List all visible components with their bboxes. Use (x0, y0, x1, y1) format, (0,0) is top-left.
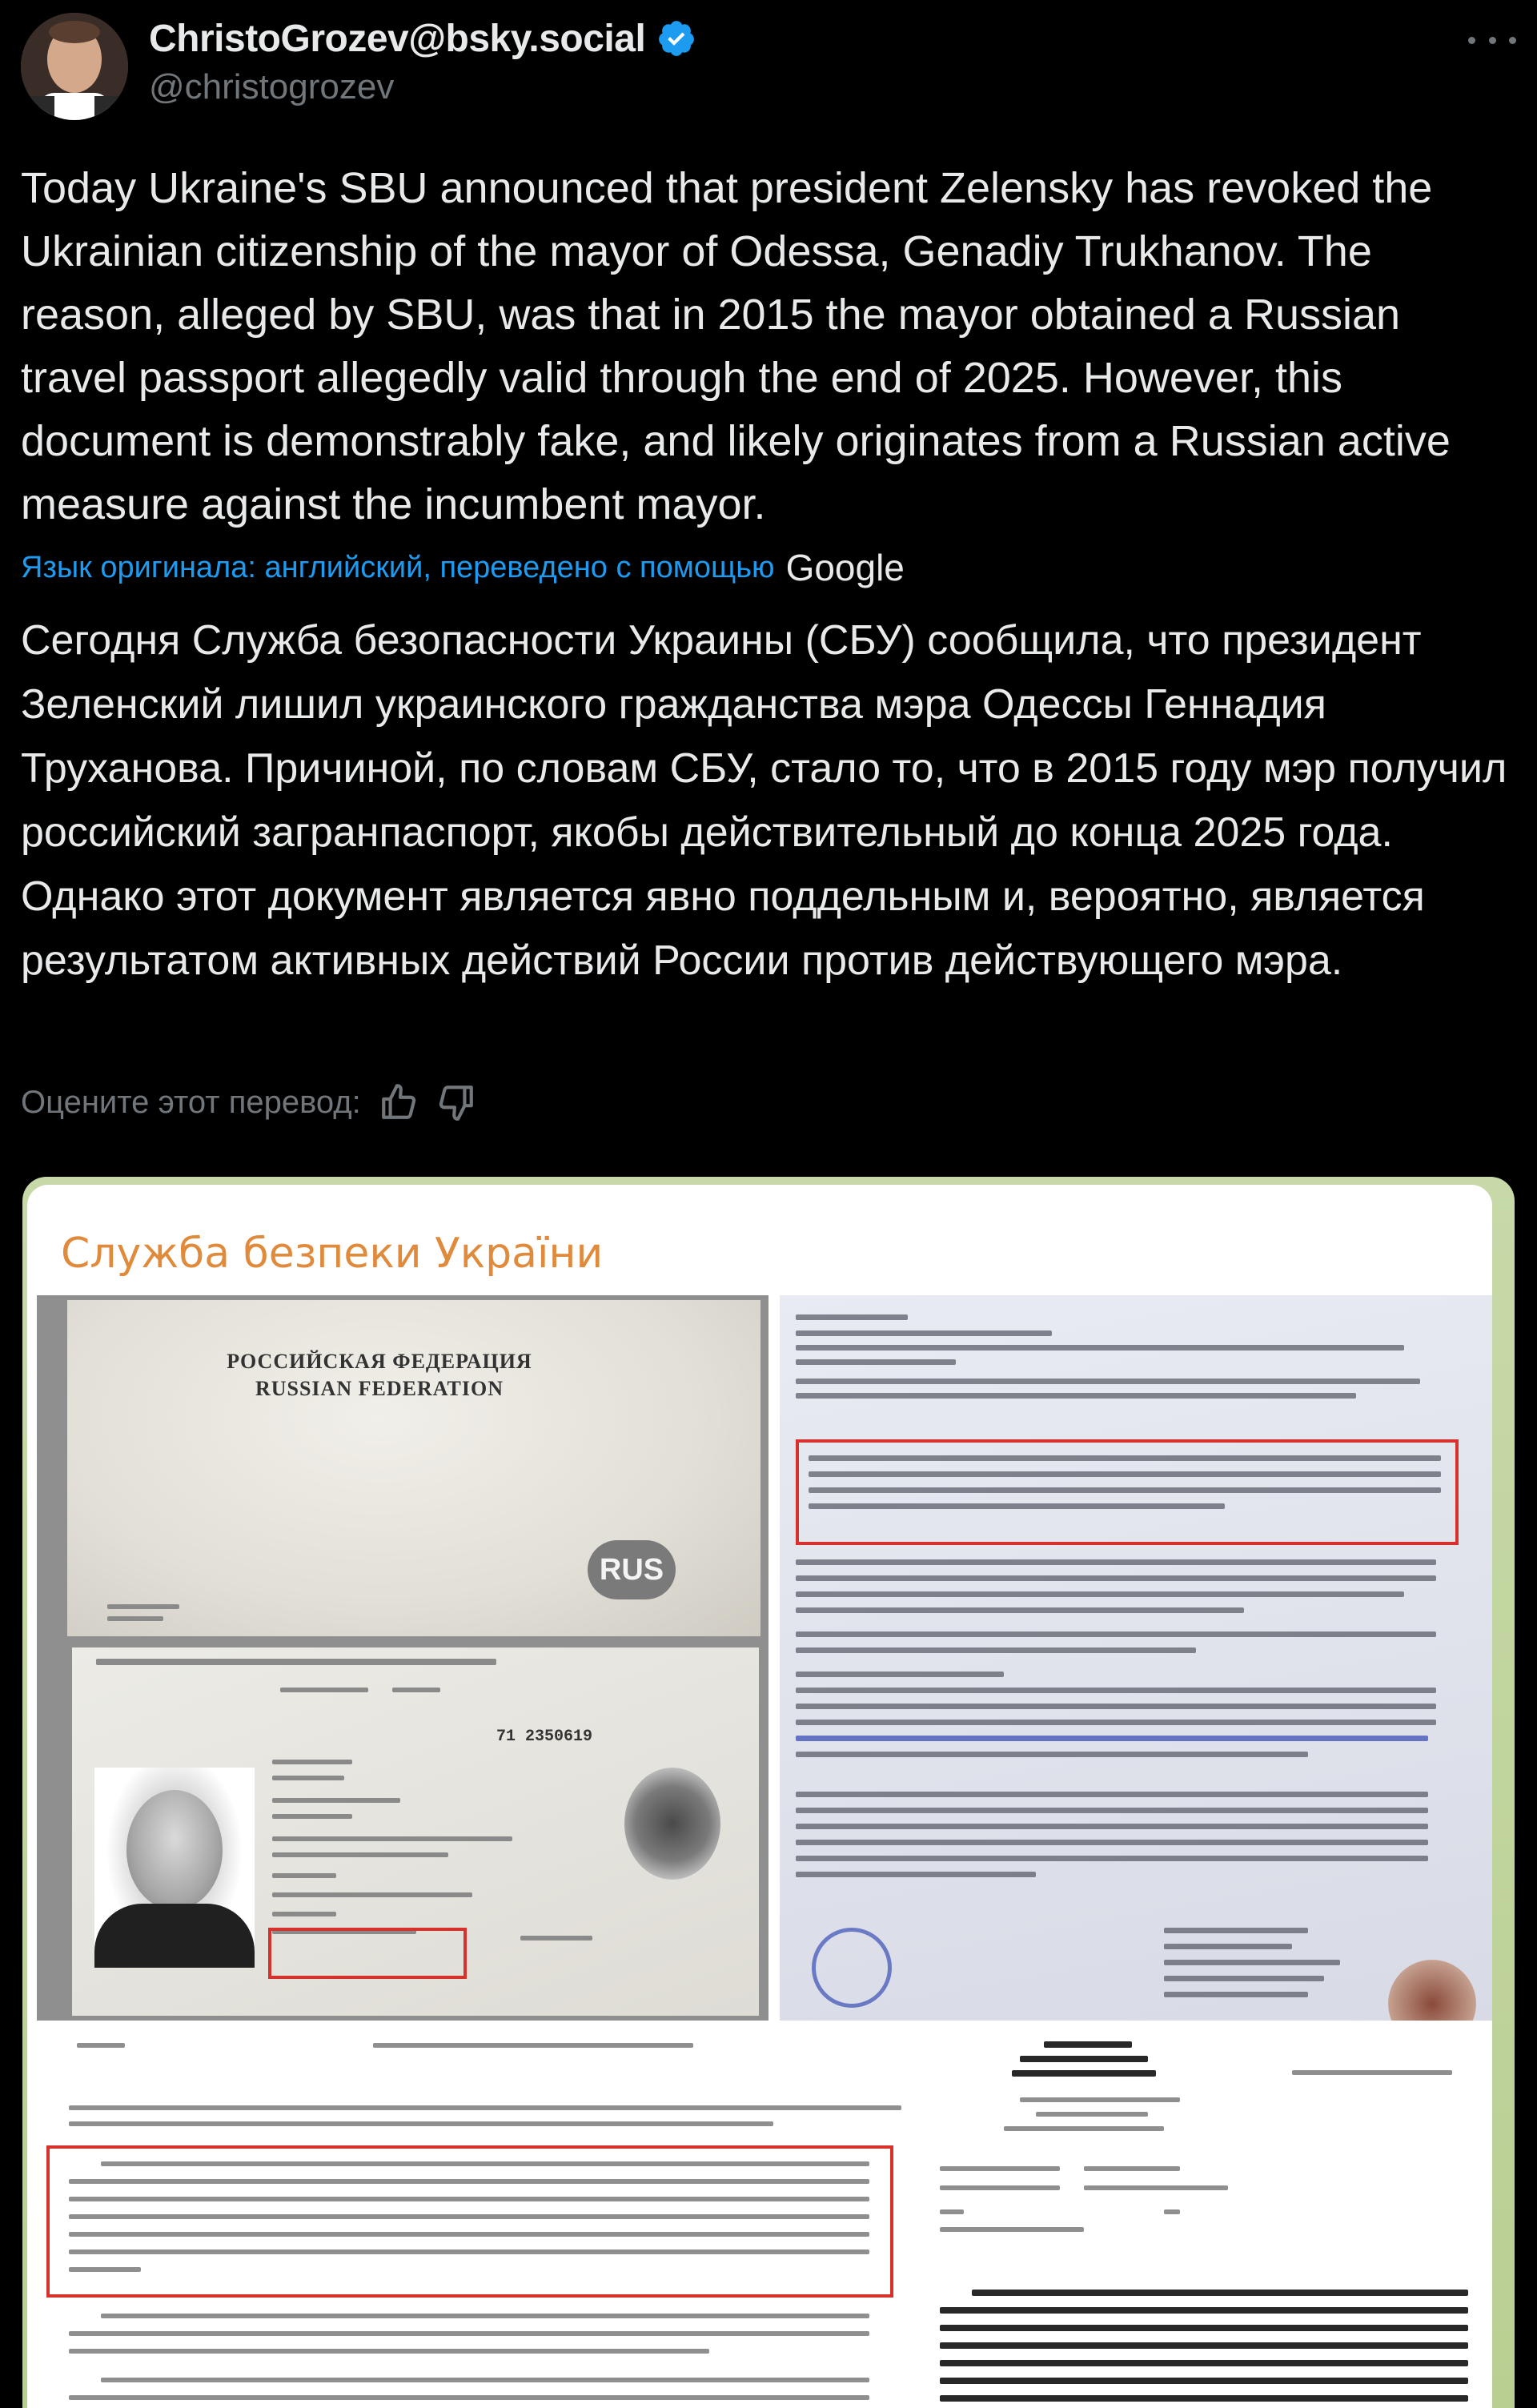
translated-text: Сегодня Служба безопасности Украины (СБУ) сообщила, что президент Зеленский лишил украинского гражданства мэра Одессы Геннадия Труханова. Причиной, по словам СБУ, стало то, что в 2015 году мэр получил российский загранпаспорт, якобы действительный до конца 2025 года. Однако этот документ является явно поддельным и, вероятно, является результатом активных действий России против действующего мэра. (21, 617, 1507, 984)
more-options-icon[interactable] (1468, 24, 1516, 56)
passport-country-badge: RUS (588, 1540, 676, 1599)
thumbs-down-icon[interactable] (436, 1082, 476, 1122)
passport-number: 71 2350619 (496, 1728, 593, 1746)
ministry-letter-document (924, 2025, 1492, 2408)
attached-image-content (27, 1185, 1492, 2408)
passport-emblem (624, 1768, 720, 1880)
verified-badge-icon (656, 18, 696, 58)
passport-cover-page (67, 1300, 760, 1636)
sbu-statement-document (37, 2025, 917, 2408)
passport-country-title (203, 1348, 556, 1403)
document-stamp (812, 1928, 892, 2008)
avatar-image (21, 13, 128, 120)
author-handle[interactable]: @christogrozev (149, 67, 395, 106)
passport-country-ru: РОССИЙСКАЯ ФЕДЕРАЦИЯ (227, 1350, 532, 1373)
passport-country-en: RUSSIAN FEDERATION (255, 1377, 504, 1400)
author-name-row (149, 13, 696, 64)
passport-scan (37, 1295, 768, 2021)
passport-photo (94, 1768, 255, 1968)
attached-image[interactable] (22, 1177, 1515, 2408)
highlighted-legal-text (46, 2145, 893, 2298)
channel-title: Служба безпеки України (61, 1230, 604, 1278)
passport-data-page (72, 1647, 759, 2016)
rate-translation-label: Оцените этот перевод: (21, 1084, 361, 1120)
signature-mark (1388, 1960, 1476, 2021)
google-logo: Google (785, 547, 905, 588)
avatar[interactable] (21, 13, 128, 120)
translation-note (21, 546, 905, 589)
rate-translation-row (21, 1082, 476, 1122)
translation-note-text[interactable]: Язык оригинала: английский, переведено с помощью (21, 550, 775, 584)
registry-response-document (780, 1295, 1492, 2021)
tweet-text: Today Ukraine's SBU announced that president Zelensky has revoked the Ukrainian citizenship of the mayor of Odessa, Genadiy Trukhanov. The reason, alleged by SBU, was that in 2015 the mayor obtained a Russian travel passport allegedly valid through the end of 2025. However, this document is demonstrably fake, and likely originates from a Russian active measure against the incumbent mayor. (21, 164, 1451, 528)
author-display-name[interactable]: ChristoGrozev@bsky.social (149, 17, 646, 60)
highlighted-expiry-date (268, 1928, 467, 1979)
thumbs-up-icon[interactable] (379, 1082, 419, 1122)
